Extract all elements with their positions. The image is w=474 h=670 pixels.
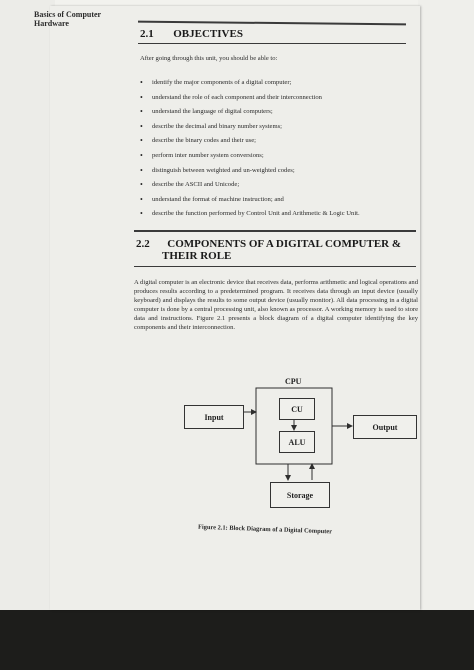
objectives-title: OBJECTIVES (173, 28, 243, 40)
components-title-line-1: COMPONENTS OF A DIGITAL COMPUTER & (167, 238, 402, 250)
cpu-label: CPU (285, 377, 302, 386)
alu-box: ALU (279, 431, 315, 453)
list-item: • understand the language of digital computers; (140, 105, 410, 120)
components-title-line-2: THEIR ROLE (162, 250, 232, 262)
components-number: 2.2 (136, 238, 150, 250)
list-item: • understand the role of each component and their interconnection (140, 91, 410, 106)
running-head-line-1: Basics of Computer (34, 10, 102, 19)
components-paragraph: A digital computer is an electronic device that receives data, performs arithmetic and logical operations and produces results according to a predetermined program. It receives data through an input device (usually keyboard) and displays the results to some output device (usually monitor). All data processing in a digital computer is done by a central processing unit, also known as processor. A working memory is used to store data and instructions. Figure 2.1 presents a block diagram of a digital computer identifying the key components and their interconnection. (134, 279, 418, 331)
list-item: • identify the major components of a digital computer; (140, 76, 410, 91)
list-item: • understand the format of machine instruction; and (140, 193, 410, 208)
storage-box: Storage (270, 482, 330, 508)
list-item: • describe the decimal and binary number systems; (140, 120, 410, 135)
list-item: • perform inter number system conversions; (140, 149, 410, 164)
output-box: Output (353, 415, 417, 439)
running-head-line-2: Hardware (34, 19, 69, 28)
cu-box: CU (279, 398, 315, 420)
list-item: • describe the ASCII and Unicode; (140, 178, 410, 193)
list-item: • distinguish between weighted and un-weighted codes; (140, 164, 410, 179)
objectives-number: 2.1 (140, 28, 154, 40)
list-item: • describe the function performed by Control Unit and Arithmetic & Logic Unit. (140, 207, 410, 222)
input-box: Input (184, 405, 244, 429)
list-item: • describe the binary codes and their use; (140, 134, 410, 149)
figure-caption: Figure 2.1: Block Diagram of a Digital Computer (197, 523, 333, 536)
objectives-intro: After going through this unit, you should be able to: (140, 55, 278, 62)
